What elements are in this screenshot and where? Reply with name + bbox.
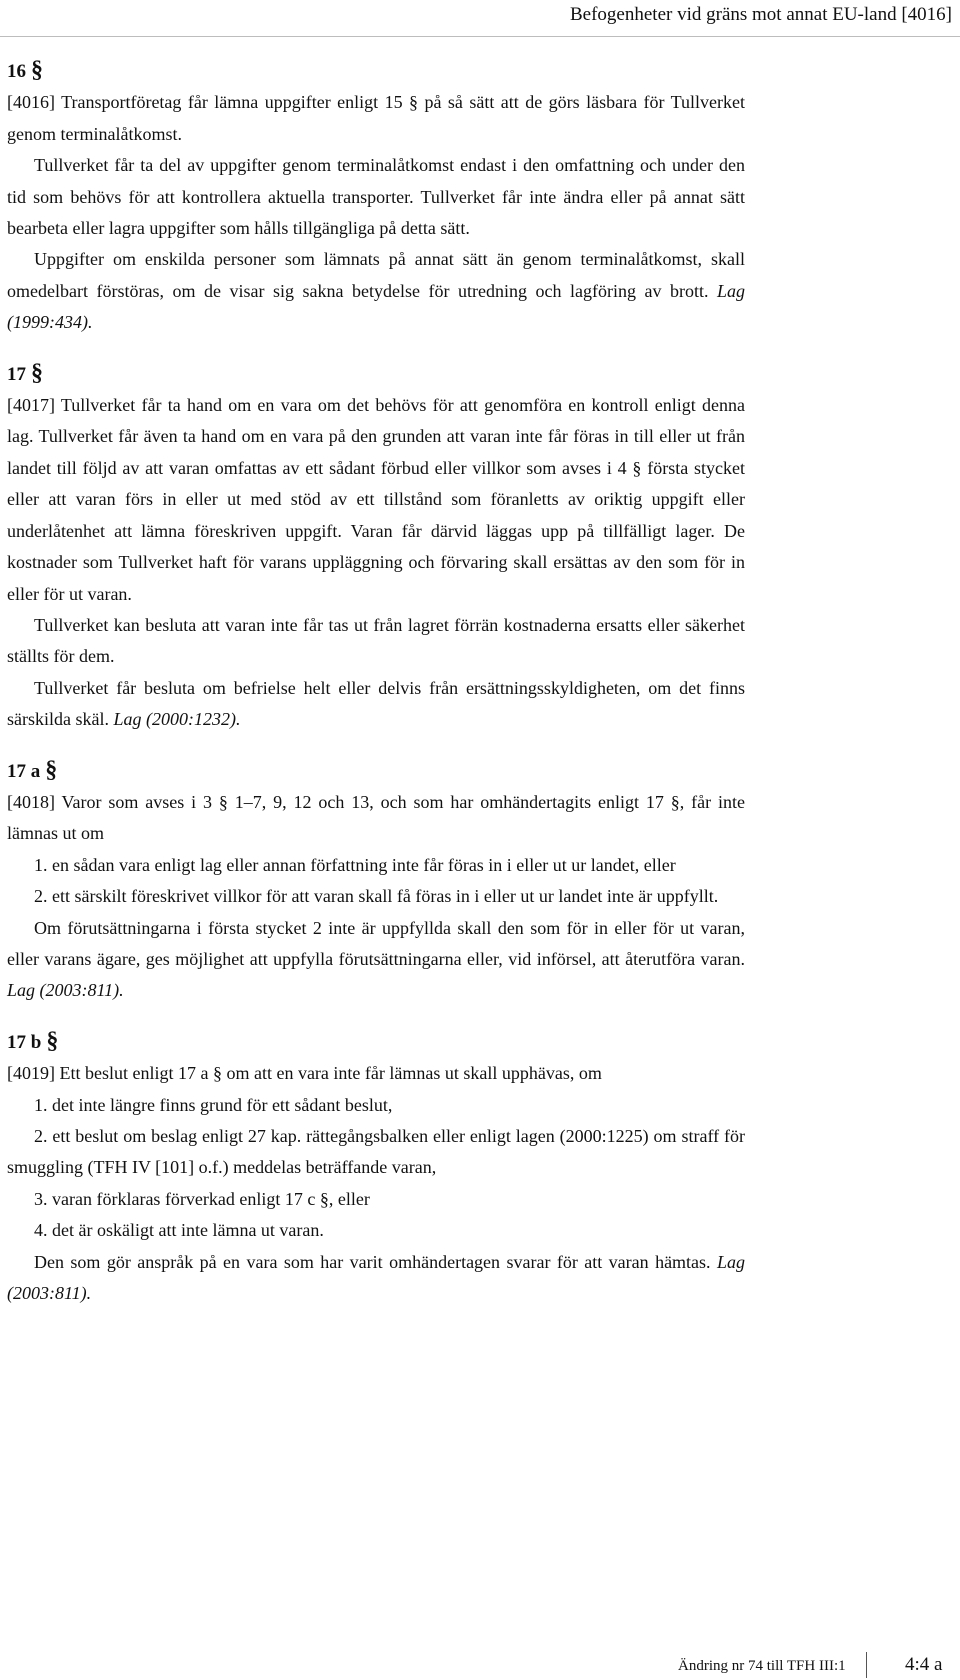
- section-17: [7, 359, 745, 736]
- list-item: 1. det inte längre finns grund för ett sådant beslut,: [34, 1094, 393, 1115]
- paragraph: Uppgifter om enskilda personer som lämnats på annat sätt än genom terminalåtkomst, skall omedelbart förstöras, om de visar sig sakna betydelse för utredning och lagföring av brott. Lag (1999:434).: [7, 249, 745, 333]
- list-item: 2. ett beslut om beslag enligt 27 kap. rättegångsbalken eller enligt lagen (2000:1225) om straff för smuggling (TFH IV [101] o.f.) meddelas beträffande varan,: [7, 1126, 745, 1178]
- list-item: 2. ett särskilt föreskrivet villkor för att varan skall få föras in i eller ut ur landet inte är uppfyllt.: [34, 886, 719, 907]
- amendment-note: Ändring nr 74 till TFH III:1: [678, 1658, 846, 1674]
- list-item: 1. en sådan vara enligt lag eller annan författning inte får föras in i eller ut ur landet, eller: [34, 854, 676, 875]
- page-footer: [0, 1652, 960, 1678]
- paragraph: Om förutsättningarna i första stycket 2 inte är uppfyllda skall den som för in eller för ut varan, eller varans ägare, ges möjlighet att uppfylla förutsättningarna eller, vid införsel, att återutföra varan. Lag (2003:811).: [7, 917, 745, 1001]
- law-reference: Lag (2003:811).: [7, 1251, 745, 1304]
- section-number: 16: [7, 61, 26, 82]
- header-divider: [0, 36, 960, 37]
- law-reference: Lag (2003:811).: [7, 980, 124, 1001]
- section-number: 17 b: [7, 1031, 42, 1053]
- section-heading: [7, 1027, 745, 1058]
- section-heading: [7, 56, 745, 87]
- paragraph: Tullverket kan besluta att varan inte får tas ut från lagret förrän kostnaderna ersatts eller säkerhet ställts för dem.: [7, 614, 745, 667]
- paragraph: [4017] Tullverket får ta hand om en vara om det behövs för att genomföra en kontroll enligt denna lag. Tullverket får även ta hand om en vara på den grunden att varan inte får föras in till eller ut från landet till följd av att varan omfattas av ett sådant förbud eller villkor som avses i 4 § första stycket eller att varan förs in eller ut med stöd av ett tillstånd som föranletts av oriktig uppgift eller underlåtenhet att lämna föreskriven uppgift. Varan får därvid läggas upp på tillfälligt lager. De kostnader som Tullverket haft för varans uppläggning och förvaring skall ersättas av den som för in eller för ut varan.: [7, 395, 745, 604]
- section-number: 17 a: [7, 760, 41, 782]
- paragraph: Den som gör anspråk på en vara som har varit omhändertagen svarar för att varan hämtas. Lag (2003:811).: [7, 1251, 745, 1304]
- running-header: Befogenheter vid gräns mot annat EU-land [4016]: [570, 4, 952, 25]
- law-reference: Lag (2000:1232).: [113, 709, 241, 730]
- section-symbol: §: [31, 57, 43, 83]
- paragraph: [4016] Transportföretag får lämna uppgifter enligt 15 § på så sätt att de görs läsbara för Tullverket genom terminalåtkomst.: [7, 92, 745, 144]
- section-heading: [7, 359, 745, 390]
- section-symbol: §: [46, 1027, 59, 1054]
- paragraph: Tullverket får besluta om befrielse helt eller delvis från ersättningsskyldigheten, om det finns särskilda skäl. Lag (2000:1232).: [7, 677, 745, 730]
- section-16: [7, 56, 745, 339]
- paragraph: Tullverket får ta del av uppgifter genom terminalåtkomst endast i den omfattning och under den tid som behövs för att kontrollera aktuella transporter. Tullverket får inte ändra eller på annat sätt bearbeta eller lagra uppgifter som hålls tillgängliga på detta sätt.: [7, 155, 745, 239]
- paragraph: [4018] Varor som avses i 3 § 1–7, 9, 12 och 13, och som har omhändertagits enligt 17 §, får inte lämnas ut om: [7, 791, 745, 844]
- list-item: 3. varan förklaras förverkad enligt 17 c §, eller: [34, 1188, 370, 1209]
- law-reference: Lag (1999:434).: [7, 280, 745, 333]
- section-17b: [7, 1027, 745, 1310]
- footer-divider: [866, 1652, 867, 1678]
- section-symbol: §: [45, 756, 58, 783]
- page-number: 4:4 a: [905, 1654, 943, 1675]
- document-body: [7, 56, 745, 1309]
- section-heading: [7, 756, 745, 787]
- section-17a: [7, 756, 745, 1007]
- list-item: 4. det är oskäligt att inte lämna ut varan.: [34, 1220, 324, 1241]
- section-number: 17: [7, 363, 26, 385]
- paragraph: [4019] Ett beslut enligt 17 a § om att en vara inte får lämnas ut skall upphävas, om: [7, 1063, 602, 1084]
- section-symbol: §: [31, 359, 43, 386]
